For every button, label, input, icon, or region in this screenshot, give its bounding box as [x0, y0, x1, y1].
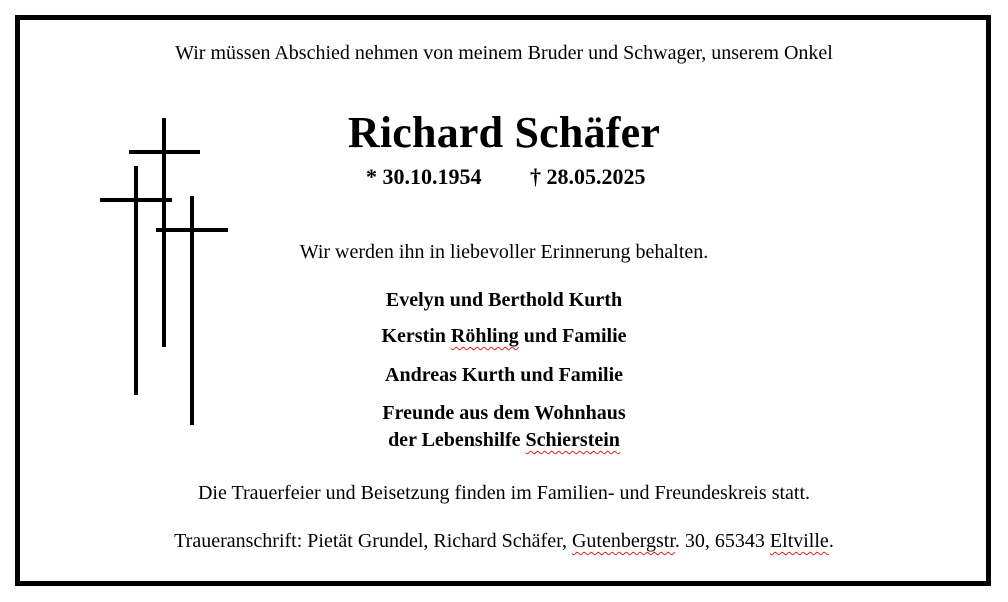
- remembrance-text: Wir werden ihn in liebevoller Erinnerung behalten.: [299, 241, 709, 263]
- mourner-line: Freunde aus dem Wohnhaus: [382, 402, 626, 424]
- mourner-line: Evelyn und Berthold Kurth: [385, 289, 623, 311]
- spellcheck-marked-word: Röhling: [450, 325, 519, 347]
- mourning-address: Traueranschrift: Pietät Grundel, Richard Schäfer, Gutenbergstr. 30, 65343 Eltville.: [174, 530, 834, 552]
- death-date: † 28.05.2025: [530, 164, 646, 189]
- cross-icon: [100, 166, 172, 395]
- mourner-line: der Lebenshilfe Schierstein: [388, 429, 620, 451]
- mourner-line: Andreas Kurth und Familie: [385, 364, 623, 386]
- ceremony-text: Die Trauerfeier und Beisetzung finden im Familien- und Freundeskreis statt.: [197, 482, 811, 504]
- mourner-line: Kerstin Röhling und Familie: [381, 325, 627, 347]
- spellcheck-marked-word: Gutenbergstr: [571, 530, 675, 552]
- birth-date: * 30.10.1954: [366, 164, 482, 189]
- spellcheck-marked-word: Schierstein: [525, 429, 620, 451]
- deceased-name: Richard Schäfer: [347, 108, 661, 157]
- intro-text: Wir müssen Abschied nehmen von meinem Bruder und Schwager, unserem Onkel: [175, 42, 833, 64]
- spellcheck-marked-word: Eltville: [769, 530, 829, 552]
